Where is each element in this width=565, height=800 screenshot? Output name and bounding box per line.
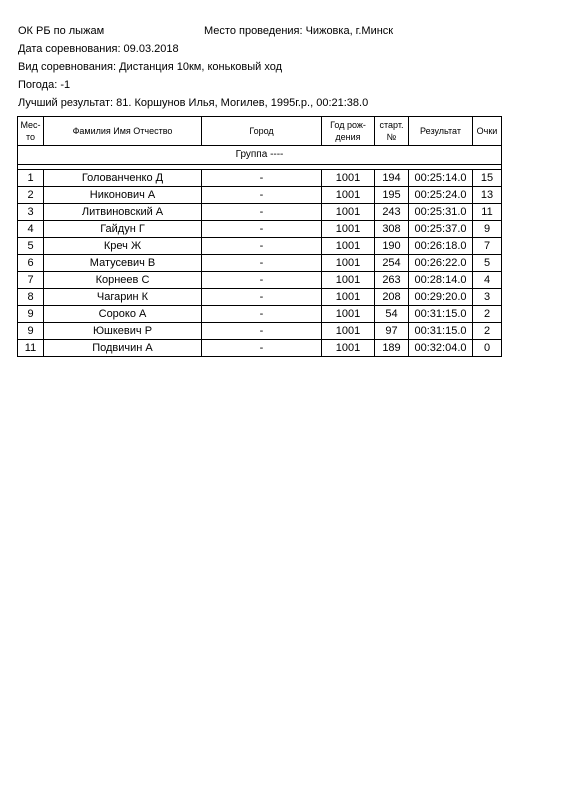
cell-name: Юшкевич Р	[44, 323, 202, 340]
cell-birth-year: 1001	[322, 221, 375, 238]
table-row	[18, 238, 502, 255]
cell-name: Матусевич В	[44, 255, 202, 272]
cell-name: Литвиновский А	[44, 204, 202, 221]
cell-place: 8	[18, 289, 44, 306]
table-row	[18, 221, 502, 238]
results-table	[17, 116, 502, 357]
cell-city: -	[202, 204, 322, 221]
cell-birth-year: 1001	[322, 340, 375, 357]
cell-result: 00:31:15.0	[409, 323, 473, 340]
cell-points: 4	[473, 272, 502, 289]
cell-birth-year: 1001	[322, 204, 375, 221]
cell-points: 9	[473, 221, 502, 238]
cell-birth-year: 1001	[322, 323, 375, 340]
cell-birth-year: 1001	[322, 238, 375, 255]
cell-start-no: 54	[375, 306, 409, 323]
cell-birth-year: 1001	[322, 289, 375, 306]
cell-start-no: 208	[375, 289, 409, 306]
cell-start-no: 254	[375, 255, 409, 272]
cell-points: 3	[473, 289, 502, 306]
cell-start-no: 194	[375, 170, 409, 187]
table-row	[18, 170, 502, 187]
table-row	[18, 306, 502, 323]
cell-city: -	[202, 255, 322, 272]
cell-points: 2	[473, 306, 502, 323]
cell-name: Креч Ж	[44, 238, 202, 255]
cell-points: 15	[473, 170, 502, 187]
cell-place: 9	[18, 306, 44, 323]
cell-result: 00:25:31.0	[409, 204, 473, 221]
cell-place: 7	[18, 272, 44, 289]
cell-place: 3	[18, 204, 44, 221]
table-row	[18, 323, 502, 340]
venue: Место проведения: Чижовка, г.Минск	[204, 25, 394, 37]
col-header-birth-year: Год рож-дения	[322, 117, 375, 146]
cell-name: Чагарин К	[44, 289, 202, 306]
cell-birth-year: 1001	[322, 170, 375, 187]
cell-start-no: 97	[375, 323, 409, 340]
cell-result: 00:32:04.0	[409, 340, 473, 357]
cell-points: 7	[473, 238, 502, 255]
table-row	[18, 289, 502, 306]
cell-city: -	[202, 272, 322, 289]
cell-name: Сороко А	[44, 306, 202, 323]
cell-city: -	[202, 340, 322, 357]
cell-points: 5	[473, 255, 502, 272]
weather: Погода: -1	[18, 79, 71, 91]
table-row	[18, 272, 502, 289]
cell-city: -	[202, 170, 322, 187]
cell-city: -	[202, 323, 322, 340]
competition-date: Дата соревнования: 09.03.2018	[18, 43, 179, 55]
cell-name: Корнеев С	[44, 272, 202, 289]
cell-birth-year: 1001	[322, 272, 375, 289]
cell-result: 00:28:14.0	[409, 272, 473, 289]
cell-name: Никонович А	[44, 187, 202, 204]
table-row	[18, 187, 502, 204]
table-row	[18, 255, 502, 272]
col-header-name: Фамилия Имя Отчество	[44, 117, 202, 146]
cell-place: 9	[18, 323, 44, 340]
cell-start-no: 243	[375, 204, 409, 221]
cell-result: 00:25:37.0	[409, 221, 473, 238]
cell-place: 6	[18, 255, 44, 272]
cell-result: 00:26:22.0	[409, 255, 473, 272]
cell-city: -	[202, 289, 322, 306]
cell-place: 4	[18, 221, 44, 238]
best-result: Лучший результат: 81. Коршунов Илья, Могилев, 1995г.р., 00:21:38.0	[18, 97, 369, 109]
cell-place: 2	[18, 187, 44, 204]
cell-birth-year: 1001	[322, 187, 375, 204]
competition-type: Вид соревнования: Дистанция 10км, коньковый ход	[18, 61, 283, 73]
table-row	[18, 204, 502, 221]
cell-result: 00:25:24.0	[409, 187, 473, 204]
cell-start-no: 189	[375, 340, 409, 357]
cell-city: -	[202, 238, 322, 255]
table-header-row	[18, 117, 502, 146]
col-header-city: Город	[202, 117, 322, 146]
cell-points: 13	[473, 187, 502, 204]
cell-city: -	[202, 221, 322, 238]
cell-start-no: 190	[375, 238, 409, 255]
cell-birth-year: 1001	[322, 306, 375, 323]
cell-city: -	[202, 306, 322, 323]
col-header-result: Результат	[409, 117, 473, 146]
organization-name: ОК РБ по лыжам	[18, 25, 105, 37]
cell-name: Голованченко Д	[44, 170, 202, 187]
group-row	[18, 146, 502, 165]
cell-place: 1	[18, 170, 44, 187]
cell-result: 00:25:14.0	[409, 170, 473, 187]
group-label: Группа ----	[18, 146, 502, 165]
cell-start-no: 195	[375, 187, 409, 204]
cell-points: 2	[473, 323, 502, 340]
header-line-org	[18, 22, 558, 40]
col-header-place: Мес-то	[18, 117, 44, 146]
col-header-start-no: старт. №	[375, 117, 409, 146]
cell-result: 00:26:18.0	[409, 238, 473, 255]
cell-points: 0	[473, 340, 502, 357]
cell-result: 00:29:20.0	[409, 289, 473, 306]
cell-place: 11	[18, 340, 44, 357]
col-header-points: Очки	[473, 117, 502, 146]
cell-result: 00:31:15.0	[409, 306, 473, 323]
cell-name: Гайдун Г	[44, 221, 202, 238]
document-header	[18, 22, 558, 112]
cell-place: 5	[18, 238, 44, 255]
table-row	[18, 340, 502, 357]
cell-points: 11	[473, 204, 502, 221]
cell-name: Подвичин А	[44, 340, 202, 357]
cell-birth-year: 1001	[322, 255, 375, 272]
cell-city: -	[202, 187, 322, 204]
cell-start-no: 263	[375, 272, 409, 289]
cell-start-no: 308	[375, 221, 409, 238]
